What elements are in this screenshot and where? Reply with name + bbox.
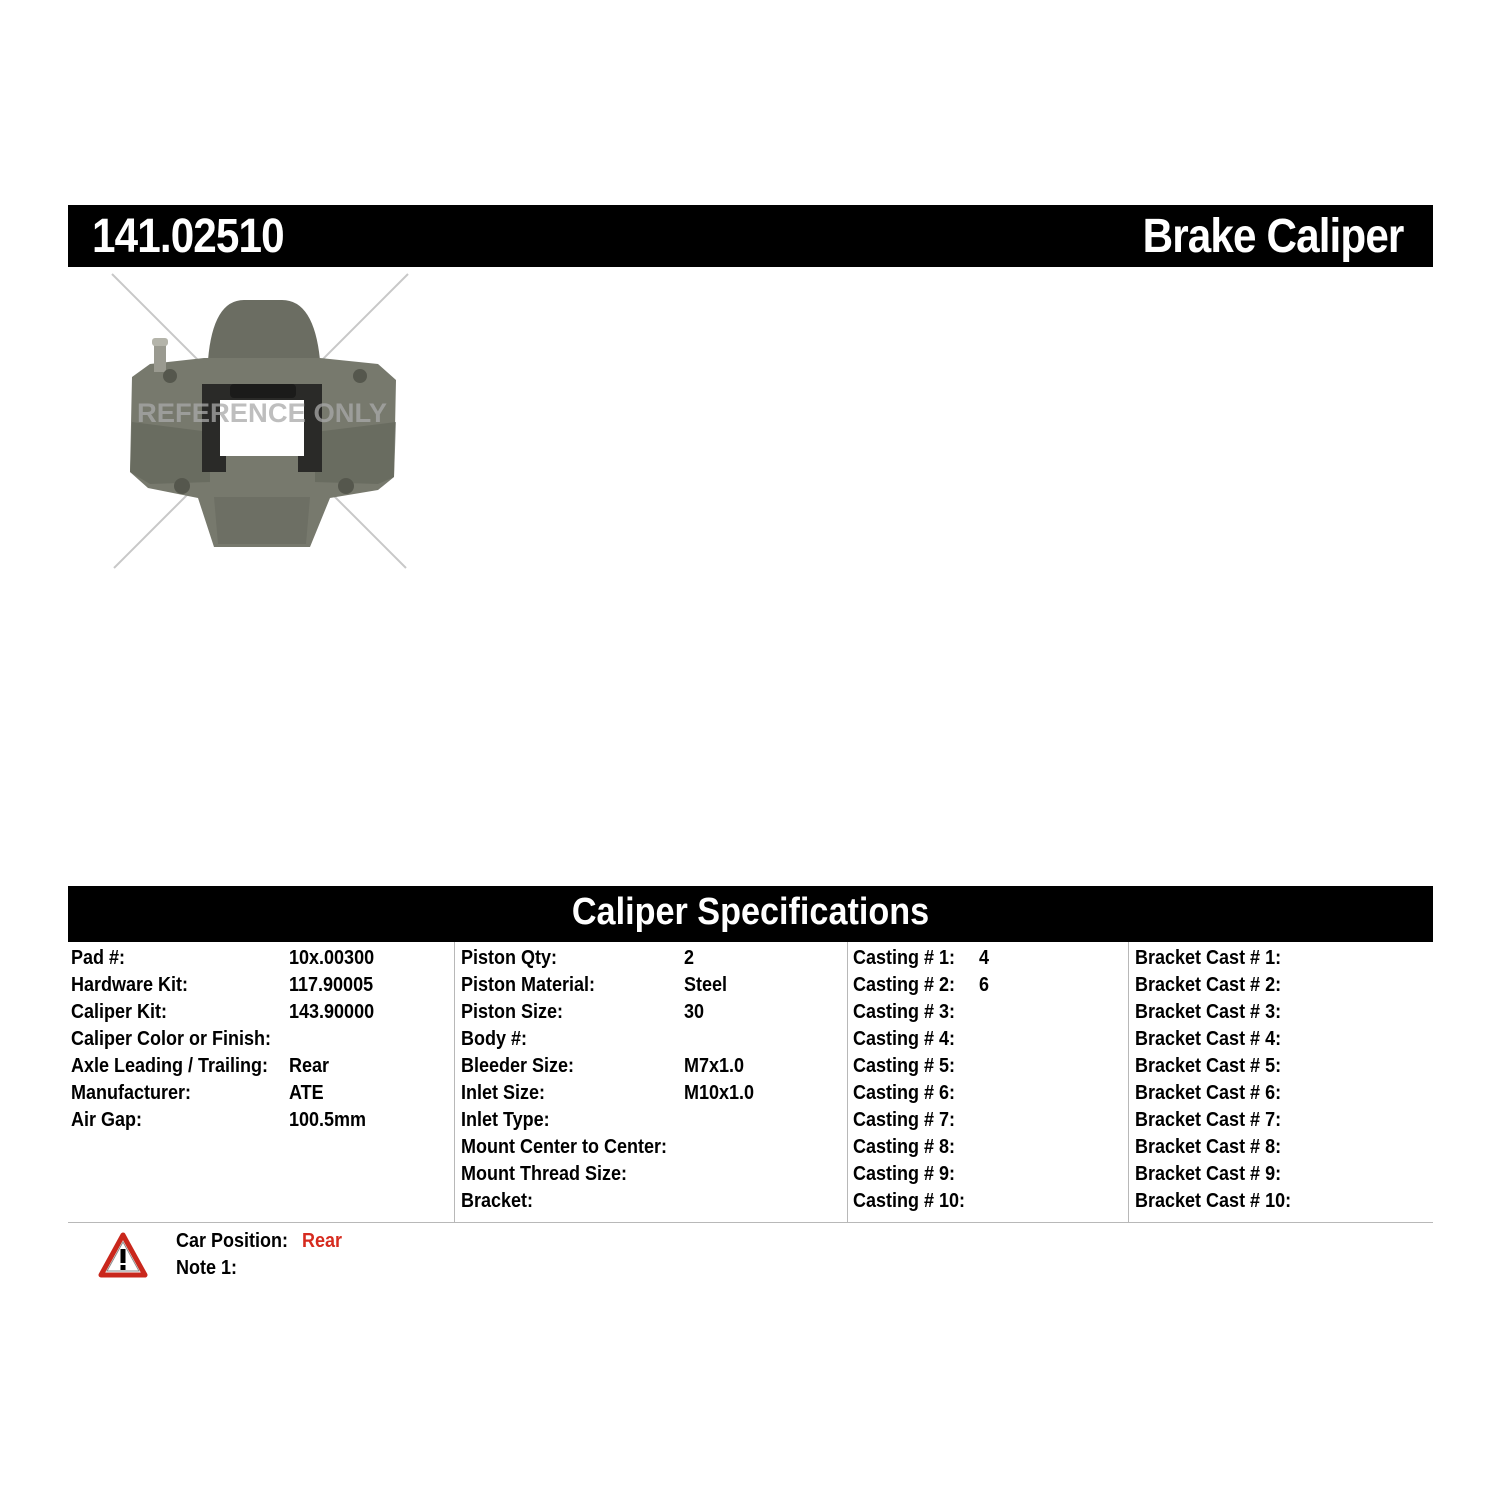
spec-row bbox=[1129, 1188, 1434, 1215]
spec-row bbox=[455, 1053, 848, 1080]
car-position-value: Rear bbox=[302, 1230, 343, 1252]
spec-row bbox=[1129, 1026, 1434, 1053]
spec-row bbox=[848, 1134, 1129, 1161]
note-1-label: Note 1: bbox=[176, 1257, 238, 1279]
spec-row bbox=[1129, 972, 1434, 999]
divider bbox=[68, 1222, 1433, 1223]
piston-seal bbox=[230, 384, 296, 398]
product-type: Brake Caliper bbox=[1142, 210, 1403, 263]
spec-label: Bracket Cast # 6: bbox=[1135, 1082, 1282, 1104]
spec-label: Mount Center to Center: bbox=[461, 1136, 668, 1158]
spec-label: Casting # 7: bbox=[853, 1109, 956, 1131]
spec-label: Casting # 4: bbox=[853, 1028, 956, 1050]
title-bar bbox=[68, 205, 1433, 267]
spec-label: Mount Thread Size: bbox=[461, 1163, 628, 1185]
spec-row bbox=[848, 1026, 1129, 1053]
bolt-hole bbox=[174, 478, 190, 494]
spec-label: Bracket Cast # 7: bbox=[1135, 1109, 1282, 1131]
spec-row bbox=[1129, 1053, 1434, 1080]
spec-row bbox=[1129, 1107, 1434, 1134]
spec-label: Casting # 10: bbox=[853, 1190, 966, 1212]
spec-label: Manufacturer: bbox=[71, 1082, 192, 1104]
spec-label: Casting # 6: bbox=[853, 1082, 956, 1104]
spec-label: Bracket: bbox=[461, 1190, 534, 1212]
spec-label: Bracket Cast # 9: bbox=[1135, 1163, 1282, 1185]
spec-value: M10x1.0 bbox=[684, 1082, 755, 1104]
bleeder-cap bbox=[152, 338, 168, 346]
spec-label: Piston Size: bbox=[461, 1001, 564, 1023]
spec-label: Piston Qty: bbox=[461, 947, 558, 969]
spec-row bbox=[1129, 1134, 1434, 1161]
spec-row bbox=[848, 945, 1129, 972]
specifications-title: Caliper Specifications bbox=[571, 891, 930, 933]
spec-row bbox=[848, 1161, 1129, 1188]
watermark-text: REFERENCE ONLY bbox=[137, 398, 387, 428]
spec-value: 2 bbox=[684, 947, 695, 969]
spec-column-bracket-cast bbox=[1128, 942, 1434, 1222]
spec-row bbox=[68, 999, 454, 1026]
spec-label: Bracket Cast # 1: bbox=[1135, 947, 1282, 969]
spec-row bbox=[1129, 999, 1434, 1026]
spec-value: 117.90005 bbox=[289, 974, 374, 996]
spec-label: Hardware Kit: bbox=[71, 974, 189, 996]
spec-row bbox=[68, 1053, 454, 1080]
spec-row bbox=[455, 1134, 848, 1161]
spec-row bbox=[1129, 1080, 1434, 1107]
spec-label: Piston Material: bbox=[461, 974, 596, 996]
spec-value: 100.5mm bbox=[289, 1109, 367, 1131]
bolt-hole bbox=[353, 369, 367, 383]
spec-label: Caliper Kit: bbox=[71, 1001, 168, 1023]
spec-label: Casting # 5: bbox=[853, 1055, 956, 1077]
spec-label: Bracket Cast # 4: bbox=[1135, 1028, 1282, 1050]
caliper-shading bbox=[315, 422, 396, 484]
spec-row bbox=[455, 999, 848, 1026]
spec-row bbox=[455, 972, 848, 999]
spec-value: 6 bbox=[979, 974, 990, 996]
caliper-bottom-boss bbox=[214, 497, 310, 544]
spec-label: Air Gap: bbox=[71, 1109, 143, 1131]
spec-label: Casting # 9: bbox=[853, 1163, 956, 1185]
specifications-grid bbox=[68, 942, 1433, 1222]
spec-label: Inlet Type: bbox=[461, 1109, 550, 1131]
spec-row bbox=[848, 1080, 1129, 1107]
spec-row bbox=[455, 1080, 848, 1107]
spec-label: Casting # 3: bbox=[853, 1001, 956, 1023]
spec-row bbox=[848, 999, 1129, 1026]
spec-row bbox=[68, 972, 454, 999]
spec-row bbox=[848, 1188, 1129, 1215]
spec-value: 30 bbox=[684, 1001, 705, 1023]
spec-label: Bracket Cast # 5: bbox=[1135, 1055, 1282, 1077]
spec-label: Bracket Cast # 2: bbox=[1135, 974, 1282, 996]
spec-row bbox=[848, 972, 1129, 999]
spec-row bbox=[68, 1107, 454, 1134]
spec-column-casting bbox=[847, 942, 1129, 1222]
spec-value: Steel bbox=[684, 974, 728, 996]
caliper-shading bbox=[130, 422, 210, 484]
spec-row bbox=[455, 1188, 848, 1215]
spec-row bbox=[455, 1107, 848, 1134]
car-position-row bbox=[176, 1228, 342, 1255]
bleeder-valve bbox=[154, 342, 166, 372]
spec-value: 10x.00300 bbox=[289, 947, 375, 969]
spec-label: Inlet Size: bbox=[461, 1082, 546, 1104]
warning-icon bbox=[98, 1232, 148, 1278]
spec-label: Casting # 1: bbox=[853, 947, 956, 969]
spec-row bbox=[455, 1026, 848, 1053]
bolt-hole bbox=[338, 478, 354, 494]
note-1-row bbox=[176, 1255, 246, 1282]
spec-row bbox=[1129, 945, 1434, 972]
caliper-image bbox=[110, 272, 410, 572]
part-number: 141.02510 bbox=[92, 210, 284, 263]
car-position-label: Car Position: bbox=[176, 1230, 289, 1252]
spec-label: Bracket Cast # 8: bbox=[1135, 1136, 1282, 1158]
spec-column-general bbox=[68, 942, 454, 1222]
spec-column-piston bbox=[454, 942, 848, 1222]
spec-value: Rear bbox=[289, 1055, 330, 1077]
spec-label: Casting # 2: bbox=[853, 974, 956, 996]
spec-label: Bleeder Size: bbox=[461, 1055, 575, 1077]
spec-value: 4 bbox=[979, 947, 990, 969]
spec-label: Axle Leading / Trailing: bbox=[71, 1055, 269, 1077]
spec-label: Casting # 8: bbox=[853, 1136, 956, 1158]
spec-row bbox=[455, 1161, 848, 1188]
spec-row bbox=[68, 945, 454, 972]
spec-row bbox=[455, 945, 848, 972]
spec-label: Pad #: bbox=[71, 947, 126, 969]
spec-label: Bracket Cast # 10: bbox=[1135, 1190, 1292, 1212]
spec-value: ATE bbox=[289, 1082, 324, 1104]
spec-row bbox=[1129, 1161, 1434, 1188]
spec-row bbox=[68, 1026, 454, 1053]
spec-value: 143.90000 bbox=[289, 1001, 375, 1023]
spec-label: Bracket Cast # 3: bbox=[1135, 1001, 1282, 1023]
spec-label: Caliper Color or Finish: bbox=[71, 1028, 272, 1050]
spec-label: Body #: bbox=[461, 1028, 528, 1050]
specifications-header bbox=[68, 886, 1433, 942]
spec-row bbox=[848, 1053, 1129, 1080]
bolt-hole bbox=[163, 369, 177, 383]
spec-row bbox=[68, 1080, 454, 1107]
caliper-top-boss bbox=[208, 300, 320, 360]
spec-value: M7x1.0 bbox=[684, 1055, 745, 1077]
spec-row bbox=[848, 1107, 1129, 1134]
